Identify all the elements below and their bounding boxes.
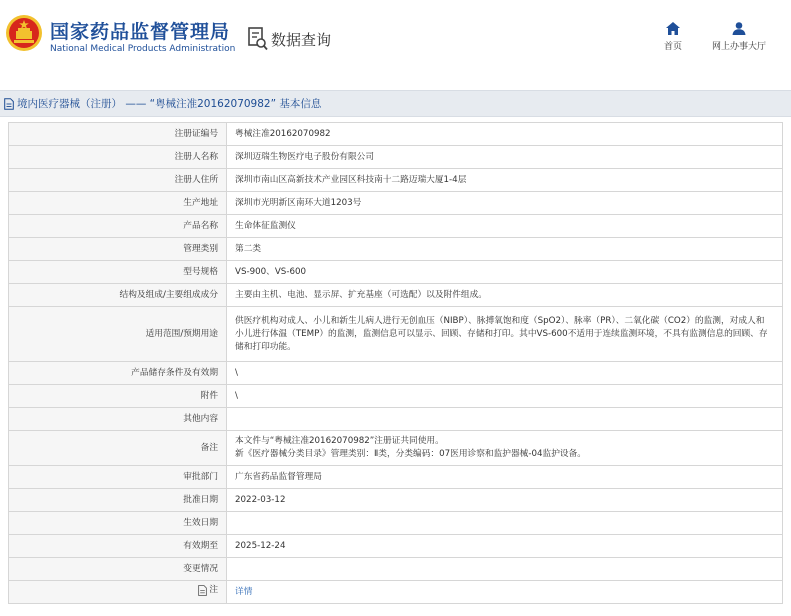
row-label: 备注 [9, 431, 227, 466]
row-value: VS-900、VS-600 [227, 261, 783, 284]
row-label-note [9, 581, 227, 604]
breadcrumb-bar [0, 90, 791, 117]
table-row [9, 215, 783, 238]
table-row [9, 431, 783, 466]
row-value: 粤械注准20162070982 [227, 123, 783, 146]
nav-home-label: 首页 [663, 42, 682, 52]
home-icon [666, 22, 680, 35]
table-row [9, 146, 783, 169]
row-value [227, 512, 783, 535]
row-value [227, 581, 783, 604]
table-row [9, 385, 783, 408]
document-search-icon [248, 27, 268, 51]
row-label: 变更情况 [9, 558, 227, 581]
breadcrumb [4, 96, 321, 111]
nav-online-service-hall[interactable] [707, 22, 771, 52]
row-value: 2025-12-24 [227, 535, 783, 558]
row-label: 结构及组成/主要组成成分 [9, 284, 227, 307]
row-value [227, 408, 783, 431]
row-value: 深圳迈瑞生物医疗电子股份有限公司 [227, 146, 783, 169]
details-link[interactable]: 详情 [235, 586, 253, 597]
table-row [9, 261, 783, 284]
row-label: 审批部门 [9, 466, 227, 489]
row-label: 适用范围/预期用途 [9, 307, 227, 362]
row-value: 深圳市光明新区南环大道1203号 [227, 192, 783, 215]
row-label: 生产地址 [9, 192, 227, 215]
detail-table-container [8, 122, 783, 604]
row-label: 产品名称 [9, 215, 227, 238]
table-row [9, 512, 783, 535]
user-icon [732, 22, 746, 35]
row-label: 生效日期 [9, 512, 227, 535]
row-value: 供医疗机构对成人、小儿和新生儿病人进行无创血压（NIBP）、脉搏氧饱和度（SpO2）、脉率（PR）、二氧化碳（CO2）的监测，对成人和小儿进行体温（TEMP）的监测，监测信息可以显示、回顾、存储和打印。其中VS-600不适用于连续监测环境，不具有监测信息的回顾、存储和打印功能。 [227, 307, 783, 362]
row-label: 注册证编号 [9, 123, 227, 146]
table-row [9, 489, 783, 512]
note-key [198, 584, 218, 597]
table-row [9, 284, 783, 307]
nav-online-service-hall-label: 网上办事大厅 [711, 42, 766, 52]
remark-line: 本文件与“粤械注准20162070982”注册证共同使用。 [235, 436, 444, 446]
table-row [9, 362, 783, 385]
row-label: 附件 [9, 385, 227, 408]
row-value: 生命体征监测仪 [227, 215, 783, 238]
device-detail-table [8, 122, 783, 604]
table-row [9, 558, 783, 581]
row-label: 批准日期 [9, 489, 227, 512]
row-label: 注册人住所 [9, 169, 227, 192]
data-query-label: 数据查询 [271, 30, 332, 49]
table-row [9, 535, 783, 558]
row-label: 注 [209, 584, 218, 595]
agency-name-en: National Medical Products Administration [50, 44, 236, 54]
row-value: 第二类 [227, 238, 783, 261]
table-row [9, 581, 783, 604]
table-row [9, 238, 783, 261]
table-row [9, 169, 783, 192]
row-value: \ [227, 385, 783, 408]
national-emblem-icon [5, 14, 43, 52]
remark-line: 新《医疗器械分类目录》管理类别：Ⅱ类，分类编码：07医用诊察和监护器械-04监护设备。 [235, 449, 586, 459]
table-row [9, 192, 783, 215]
document-icon [4, 98, 14, 110]
row-label: 其他内容 [9, 408, 227, 431]
row-label: 有效期至 [9, 535, 227, 558]
table-row [9, 123, 783, 146]
table-row [9, 408, 783, 431]
breadcrumb-text: 境内医疗器械（注册） —— “粤械注准20162070982” 基本信息 [17, 98, 322, 110]
row-value: \ [227, 362, 783, 385]
row-label: 管理类别 [9, 238, 227, 261]
table-row [9, 307, 783, 362]
row-label: 产品储存条件及有效期 [9, 362, 227, 385]
site-header [0, 0, 791, 84]
table-row [9, 466, 783, 489]
row-value: 广东省药品监督管理局 [227, 466, 783, 489]
data-query-link[interactable] [248, 24, 331, 54]
row-label: 型号规格 [9, 261, 227, 284]
note-icon [198, 585, 207, 596]
row-value: 2022-03-12 [227, 489, 783, 512]
row-value: 深圳市南山区高新技术产业园区科技南十二路迈瑞大厦1-4层 [227, 169, 783, 192]
nav-home[interactable] [660, 22, 686, 52]
agency-name-cn: 国家药品监督管理局 [50, 21, 231, 43]
row-value: 主要由主机、电池、显示屏、扩充基座（可选配）以及附件组成。 [227, 284, 783, 307]
row-value [227, 431, 783, 466]
row-value [227, 558, 783, 581]
row-label: 注册人名称 [9, 146, 227, 169]
